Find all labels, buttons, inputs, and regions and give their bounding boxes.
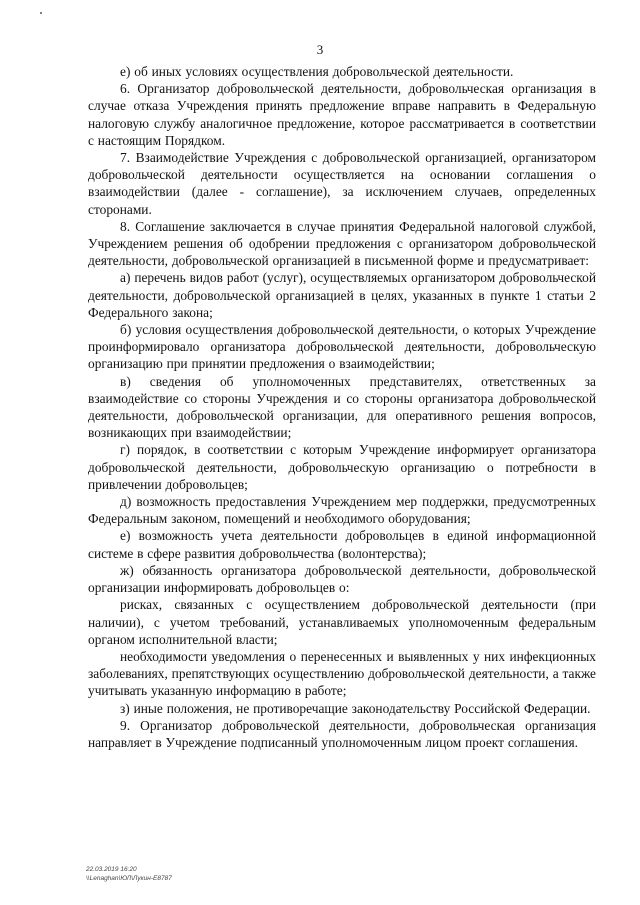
paragraph-8zh: ж) обязанность организатора добровольческой деятельности, добровольческой организации информировать добровольцев о:	[88, 562, 596, 596]
paragraph-8g: г) порядок, в соответствии с которым Учреждение информирует организатора добровольческой деятельности, добровольческую организацию о потребности в привлечении добровольцев;	[88, 442, 596, 492]
paragraph-8v: в) сведения об уполномоченных представителях, ответственных за взаимодействие со стороны Учреждения и со стороны организатора добровольческой деятельности, добровольческой организации, для оперативного решения вопросов, возникающих при взаимодействии;	[88, 373, 596, 441]
document-body	[88, 63, 596, 751]
paragraph-8e: е) возможность учета деятельности добровольцев в единой информационной системе в сфере развития добровольчества (волонтерства);	[88, 528, 596, 561]
footer-file-path: \\Lenaghan\ЮЛ\Лукин-Е8787	[86, 874, 172, 882]
paragraph-6: 6. Организатор добровольческой деятельности, добровольческая организация в случае отказа Учреждения принять предложение вправе направить в Федеральную налоговую службу аналогичное предложение, которое рассматривается в соответствии с настоящим Порядком.	[88, 81, 596, 148]
paragraph-5e: е) об иных условиях осуществления добровольческой деятельности.	[120, 64, 514, 79]
footer-timestamp: 22.03.2019 16:20	[86, 866, 137, 873]
paragraph-8zh-notification: необходимости уведомления о перенесенных и выявленных у них инфекционных заболеваниях, препятствующих осуществлению добровольческой деятельности, а также учитывать указанную информацию в работе;	[88, 648, 596, 699]
paragraph-8zh-risks: рисках, связанных с осуществлением добровольческой деятельности (при наличии), с учетом требований, устанавливаемых уполномоченным федеральным органом исполнительной власти;	[88, 597, 596, 647]
paragraph-9: 9. Организатор добровольческой деятельности, добровольческая организация направляет в Учреждение подписанный уполномоченным лицом проект соглашения.	[88, 717, 596, 750]
paragraph-7: 7. Взаимодействие Учреждения с добровольческой организацией, организатором добровольческой деятельности осуществляется на основании соглашения о взаимодействии (далее - соглашение), за исключением случаев, определенных сторонами.	[88, 150, 596, 217]
scan-speck	[40, 12, 42, 14]
file-footer	[86, 866, 172, 883]
paragraph-8z: з) иные положения, не противоречащие законодательству Российской Федерации.	[120, 700, 591, 716]
paragraph-8a: а) перечень видов работ (услуг), осуществляемых организатором добровольческой деятельности, добровольческой организацией в целях, указанных в пункте 1 статьи 2 Федерального закона;	[88, 270, 596, 320]
paragraph-8d: д) возможность предоставления Учреждением мер поддержки, предусмотренных Федеральным законом, помещений и необходимого оборудования;	[88, 494, 596, 527]
paragraph-8: 8. Соглашение заключается в случае принятия Федеральной налоговой службой, Учреждением решения об одобрении предложения с организатором добровольческой деятельности, добровольческой организацией в письменной форме и предусматривает:	[88, 218, 596, 269]
paragraph-8b: б) условия осуществления добровольческой деятельности, о которых Учреждение проинформировало организатора добровольческой деятельности, добровольческую организацию при принятии предложения о взаимодействии;	[88, 322, 596, 372]
page-number: 3	[316, 42, 324, 57]
